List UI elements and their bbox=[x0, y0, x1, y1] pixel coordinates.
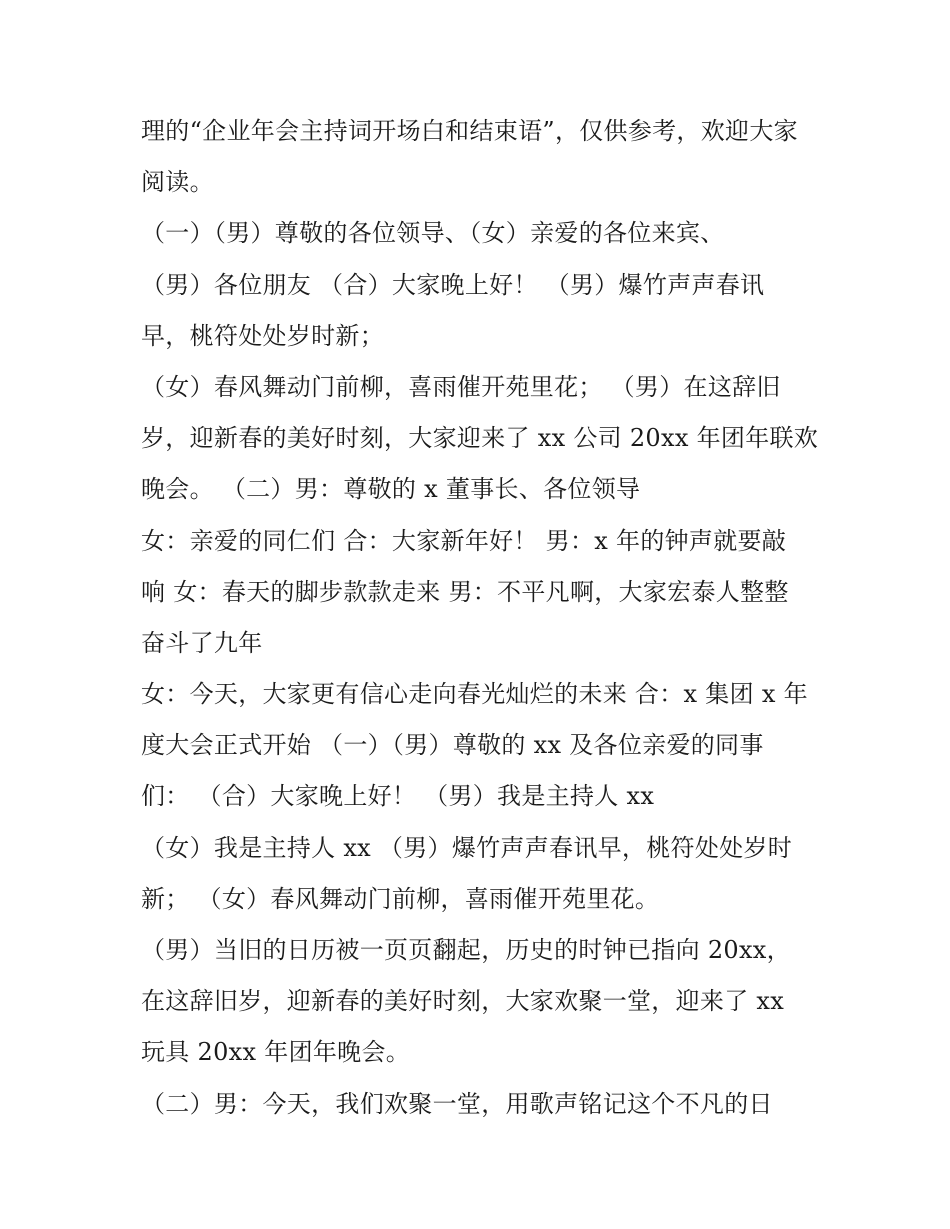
text-line: （一）（男）尊敬的各位领导、（女）亲爱的各位来宾、 bbox=[141, 219, 725, 248]
text-line: 奋斗了九年 bbox=[141, 628, 263, 657]
text-line: （男）各位朋友 （合）大家晚上好！ （男）爆竹声声春讯 bbox=[141, 270, 765, 299]
text-line: 们： （合）大家晚上好！ （男）我是主持人 xx bbox=[141, 782, 655, 811]
text-line: （女）我是主持人 xx （男）爆竹声声春讯早，桃符处处岁时 bbox=[141, 833, 793, 862]
text-line: （二）男：今天，我们欢聚一堂，用歌声铭记这个不凡的日 bbox=[141, 1089, 773, 1118]
text-line: 女：今天，大家更有信心走向春光灿烂的未来 合：x 集团 x 年 bbox=[141, 680, 808, 709]
text-line: 早，桃符处处岁时新； bbox=[141, 321, 384, 350]
text-line: 响 女：春天的脚步款款走来 男：不平凡啊，大家宏泰人整整 bbox=[141, 577, 789, 606]
text-line: 度大会正式开始 （一）（男）尊敬的 xx 及各位亲爱的同事 bbox=[141, 731, 764, 760]
text-line: 在这辞旧岁，迎新春的美好时刻，大家欢聚一堂，迎来了 xx bbox=[141, 987, 785, 1016]
text-line: 理的“企业年会主持词开场白和结束语”，仅供参考，欢迎大家 bbox=[141, 117, 798, 145]
text-line: 新； （女）春风舞动门前柳，喜雨催开苑里花。 bbox=[141, 884, 660, 913]
text-line: （女）春风舞动门前柳，喜雨催开苑里花； （男）在这辞旧 bbox=[141, 372, 781, 401]
text-line: 阅读。 bbox=[141, 168, 214, 197]
text-line: 玩具 20xx 年团年晚会。 bbox=[141, 1038, 411, 1067]
document-body bbox=[141, 106, 821, 1130]
text-line: 岁，迎新春的美好时刻，大家迎来了 xx 公司 20xx 年团年联欢 bbox=[141, 424, 819, 453]
text-line: （男）当旧的日历被一页页翻起，历史的时钟已指向 20xx， bbox=[141, 936, 791, 964]
text-line: 晚会。 （二）男：尊敬的 x 董事长、各位领导 bbox=[141, 475, 641, 504]
text-line: 女：亲爱的同仁们 合：大家新年好！ 男：x 年的钟声就要敲 bbox=[141, 526, 787, 555]
